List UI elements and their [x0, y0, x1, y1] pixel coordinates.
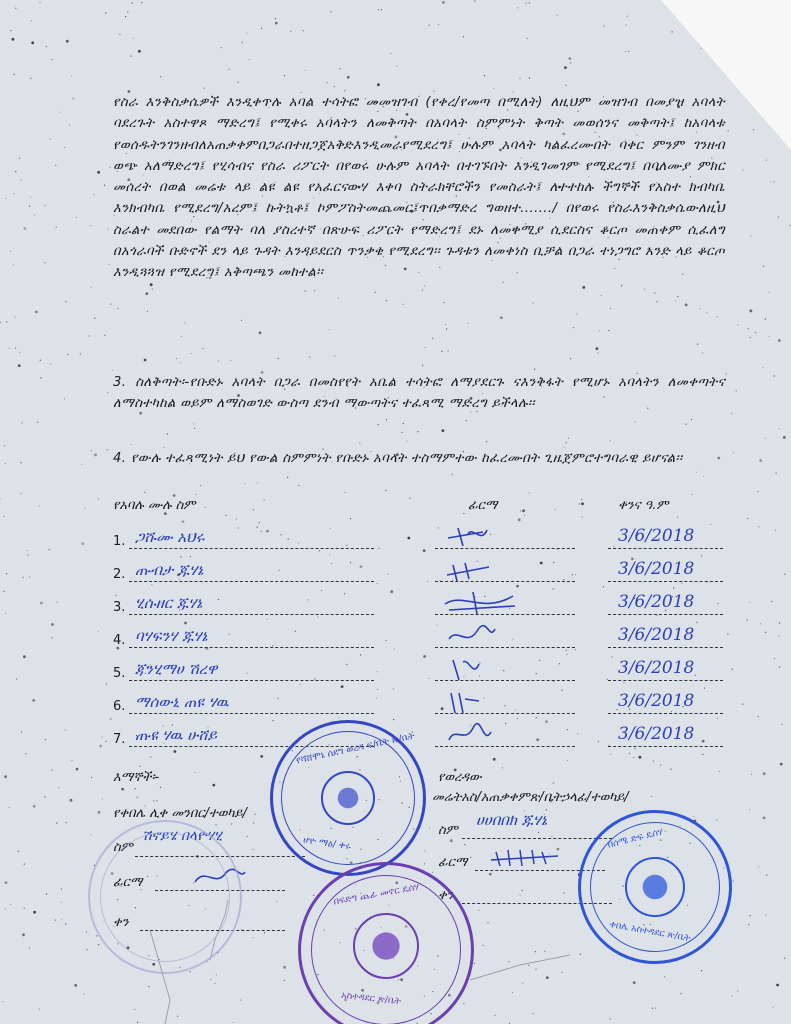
- officer-sign-label: ፊርማ: [438, 855, 468, 870]
- member-date-handwritten: 3/6/2018: [618, 625, 695, 645]
- member-name-handwritten: ጡዩ ሃዉ ሁሸይ: [135, 726, 217, 744]
- witness-name-handwritten: ሽኖይሄ በላዮሃሂ: [142, 828, 223, 844]
- member-number: 5.: [113, 666, 126, 681]
- member-row: [113, 726, 733, 756]
- officer-name-line: [462, 838, 612, 839]
- column-header-signature: ፊርማ: [468, 498, 498, 513]
- member-name-handwritten: ሂሱዘር ጁሃኔ: [135, 594, 203, 612]
- member-date-handwritten: 3/6/2018: [618, 526, 695, 546]
- member-row: [113, 693, 733, 723]
- member-date-handwritten: 3/6/2018: [618, 559, 695, 579]
- name-line: [129, 614, 374, 615]
- member-date-handwritten: 3/6/2018: [618, 691, 695, 711]
- member-name-handwritten: ማሰውኒ ጠዩ ሃዉ: [135, 693, 229, 711]
- member-row: [113, 594, 733, 624]
- member-date-handwritten: 3/6/2018: [618, 592, 695, 612]
- officer-signature: [488, 842, 563, 870]
- member-name-handwritten: ጃንሂማሀ ሽረዋ: [135, 660, 218, 678]
- land-office-seal: በሰሜ ድፍ ዴሰሃ ቀበሌ አስተዳደር ጽ/ቤት: [578, 810, 732, 964]
- member-signature: [443, 722, 523, 750]
- kebele-administration-seal: በፍድግ ጨፊ መኖር ዴሰሃ አስተዳደር ጽ/ቤት: [298, 862, 474, 1024]
- officer-date-label: ቀን: [438, 888, 454, 903]
- name-line: [129, 548, 374, 549]
- member-number: 7.: [113, 732, 126, 747]
- member-number: 4.: [113, 633, 126, 648]
- land-office-role: መሬትአስ/አጠቃቀምጽ/ቤትኃላፊ/ተወካይ/: [432, 790, 629, 805]
- column-header-name: የአባሉ ሙሉ ስም: [113, 498, 196, 513]
- name-line: [129, 680, 374, 681]
- date-line: [608, 713, 723, 714]
- member-signature: [443, 557, 523, 585]
- woreda-court-seal: የሻሸሞኔ ሰደግ ወረዳ ፍ/ቤት ጽ/ቤት ሆዮ ማዕ/ ቀሩ: [270, 720, 426, 876]
- faint-stamp-impression: [88, 820, 242, 974]
- clause-paragraph-3: 3. ስለቅጣት፡-የቡድኑ አባላት በጋራ በመስየየት አቤል ተሳትፎ ለማያደርጉ ናእንቅፋት የሚሆኑ አባላትን ለመቀጣትና ለማስተካከል ወይም ለማስወገድ ውስጣ ደንብ ማውጣትና ተፈጻሚ ማድረግ ይችላሉ፡፡: [113, 375, 725, 412]
- name-line: [129, 581, 374, 582]
- member-date-handwritten: 3/6/2018: [618, 724, 695, 744]
- member-name-handwritten: ጡብታ ጁሃኔ: [135, 561, 204, 579]
- member-signature: [443, 656, 523, 684]
- seal-emblem-icon: [353, 913, 419, 979]
- member-signature: [443, 689, 523, 717]
- witness-name-label: ስም: [113, 840, 133, 855]
- date-line: [608, 614, 723, 615]
- kebele-chair-label: የቀበሌ ሊቀ መንበር/ተወካይ/: [113, 806, 247, 821]
- date-line: [608, 548, 723, 549]
- witness-sign-label: ፊርማ: [113, 875, 143, 890]
- member-number: 6.: [113, 699, 126, 714]
- clause-paragraph-1: የስራ እንቅስቃሴዎች እንዲቀጥሉ አባል ተሳትፎ መመዝገብ (የቀረ/የመጣ በሚለት) ለዚህም መዝገብ በመያዝ አባላት ባደረጉት አስተዋጾ ማድረግ፤ የሚቀሩ አባላትን ለመቅጣት በአባላት ስምምነት ቅጣት መወሰንና መቅጣት፤ ከአባላቱ የወሰዱትንገንዘብለአጠቃቀምበጋራበተዘጋጀአቅድእንዲመራየሚደረግ፤ ሁሉም አባላት ካልፈረሙበት ባቀር ምንም ገንዘብ ወጭ አለማድረግ፤ የሂሳብና የስራ ሪፖርት በየወሩ ሁሉም አባላት በተገኙበት እንዲገመገም የሚደረግ፤ በባለሙያ ምክር መሰረት በወል መሬቱ ላይ ልዩ ልዩ የአፈርናውሃ እቀባ ስትራክቸሮችን የመስራት፤ ለተተከሉ ችግኞች የአስተ ክብካቤ እንክብካቤ የሚደረግ/አረም፤ ኩትኳቶ፤ ኮምፖስትመጨመር፤ጥበቃማድረ ግወዘተ......./ በየወሩ የስራእንቅስቃሴውለዚህ ስራልተ መደበው የልማት ባለ ያስረተኛ በጽሁፍ ሪፖርት የማድረግ፤ ደኑ ለመቀሚያ ሲደርስና ቆርጦ መጠቀም ሲፈለግ በአጎራባች ቡድኖች ደን ላይ ጉዳት እንዳይደርስ ጥንቃቄ የሚደረግ፡፡ ጉዳቱን ለመቀነስ ቢቻል በጋራ ተነጋግሮ አንድ ላይ ቆርጦ እንዲጓጓዝ የሚደረግ፤ አቅጣጫን መከተል፡፡: [113, 95, 725, 281]
- woreda-header: የወረዳው: [438, 770, 482, 785]
- witness-date-label: ቀን: [113, 915, 129, 930]
- member-row: [113, 660, 733, 690]
- member-number: 1.: [113, 534, 126, 549]
- member-name-handwritten: ጋሹሙ አህሩ: [135, 528, 205, 546]
- seal-emblem-icon: [321, 771, 375, 825]
- member-signature: [443, 590, 523, 618]
- clause-paragraph-4: 4. የውሉ ተፈጻሚነት ይህ የውል ስምምነት የቡድኑ አባላት ተስማምተው ከፈረሙበት ጊዜጀምሮተግባራዊ ይሆናል፡፡: [113, 451, 683, 466]
- name-line: [129, 713, 374, 714]
- officer-name-label: ስም: [438, 823, 458, 838]
- member-date-handwritten: 3/6/2018: [618, 658, 695, 678]
- seal-emblem-icon: [625, 857, 685, 917]
- member-signature: [443, 524, 523, 552]
- witness-header: እማኞች፡-: [113, 770, 160, 785]
- member-row: [113, 528, 733, 558]
- officer-name-handwritten: ሀሀበበክ ጁሃኔ: [476, 811, 547, 829]
- date-line: [608, 647, 723, 648]
- date-line: [608, 746, 723, 747]
- member-row: [113, 561, 733, 591]
- member-row: [113, 627, 733, 657]
- member-signature: [443, 623, 523, 651]
- name-line: [129, 647, 374, 648]
- column-header-date: ቀንና ዓ.ም: [618, 498, 669, 513]
- member-name-handwritten: ባሃፍንሃ ጁሃኔ: [135, 627, 208, 645]
- member-number: 2.: [113, 567, 126, 582]
- member-number: 3.: [113, 600, 126, 615]
- date-line: [608, 581, 723, 582]
- date-line: [608, 680, 723, 681]
